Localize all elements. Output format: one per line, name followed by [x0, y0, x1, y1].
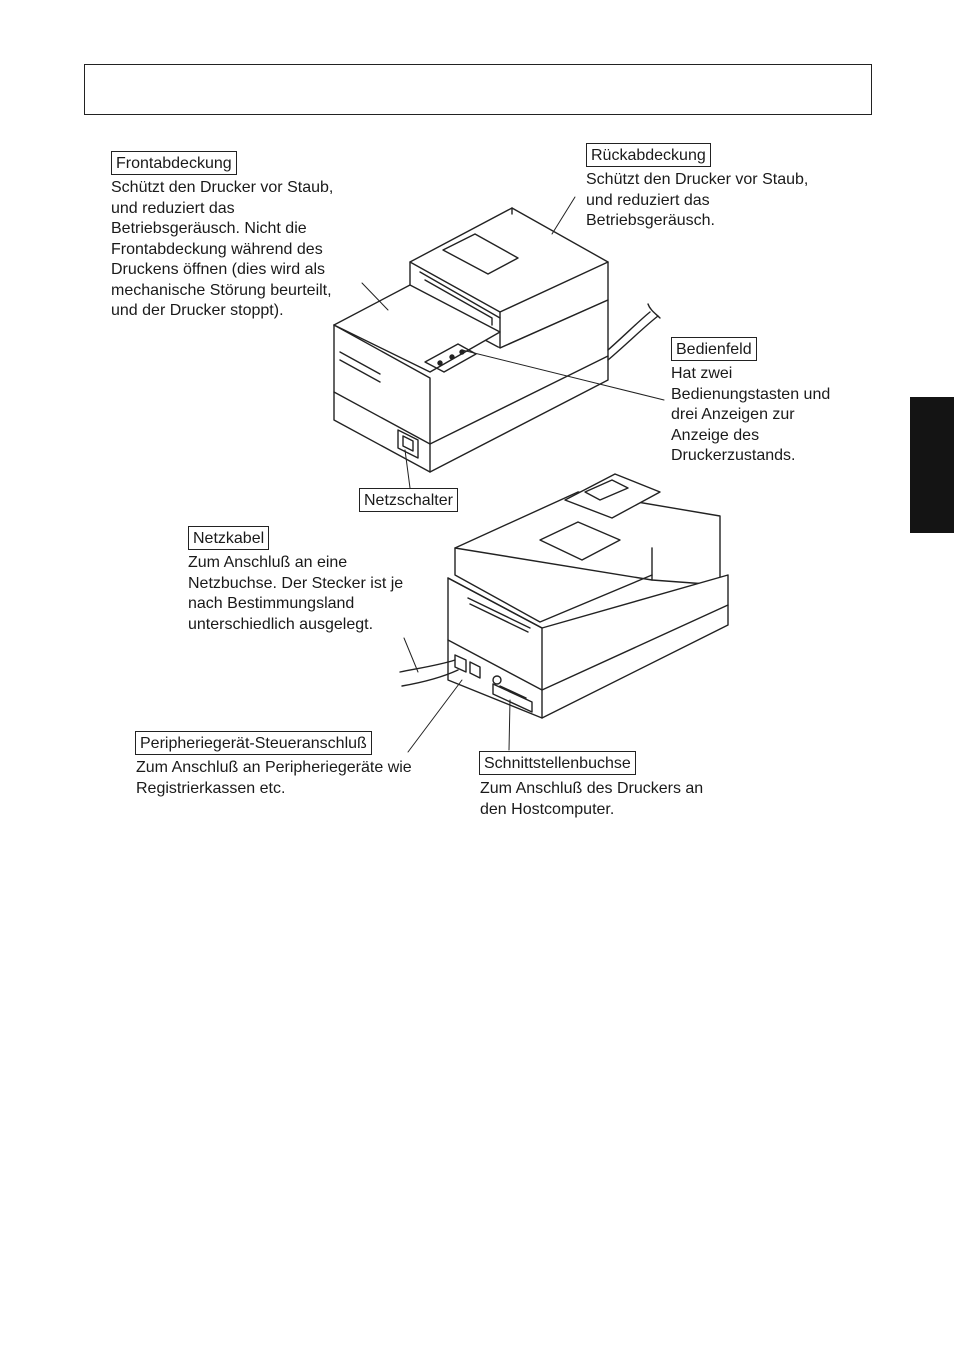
- peripheral-port-description: Zum Anschluß an Peripheriegeräte wie Registrierkassen etc.: [136, 759, 412, 797]
- rear-cover-description: Schützt den Drucker vor Staub, und reduziert das Betriebsgeräusch.: [586, 171, 809, 229]
- control-panel-label: Bedienfeld: [671, 337, 757, 361]
- printer-front-view: [334, 208, 660, 472]
- rear-cover-label: Rückabdeckung: [586, 143, 711, 167]
- power-cable-description: Zum Anschluß an eine Netzbuchse. Der Stecker ist je nach Bestimmungsland unterschiedlich ausgelegt.: [188, 554, 404, 633]
- peripheral-port-label: Peripheriegerät-Steueranschluß: [135, 731, 372, 755]
- front-cover-label: Frontabdeckung: [111, 151, 237, 175]
- power-cable-label: Netzkabel: [188, 526, 269, 550]
- control-panel-description: Hat zwei Bedienungstasten und drei Anzeigen zur Anzeige des Druckerzustands.: [671, 365, 831, 464]
- power-switch-label: Netzschalter: [359, 488, 458, 512]
- front-cover-description: Schützt den Drucker vor Staub, und reduziert das Betriebsgeräusch. Nicht die Frontabdeckung während des Druckens öffnen (dies wird als mechanische Störung beurteilt, und der Drucker stoppt).: [111, 179, 334, 319]
- interface-socket-description: Zum Anschluß des Druckers an den Hostcomputer.: [480, 780, 704, 818]
- interface-socket-label: Schnittstellenbuchse: [479, 751, 636, 775]
